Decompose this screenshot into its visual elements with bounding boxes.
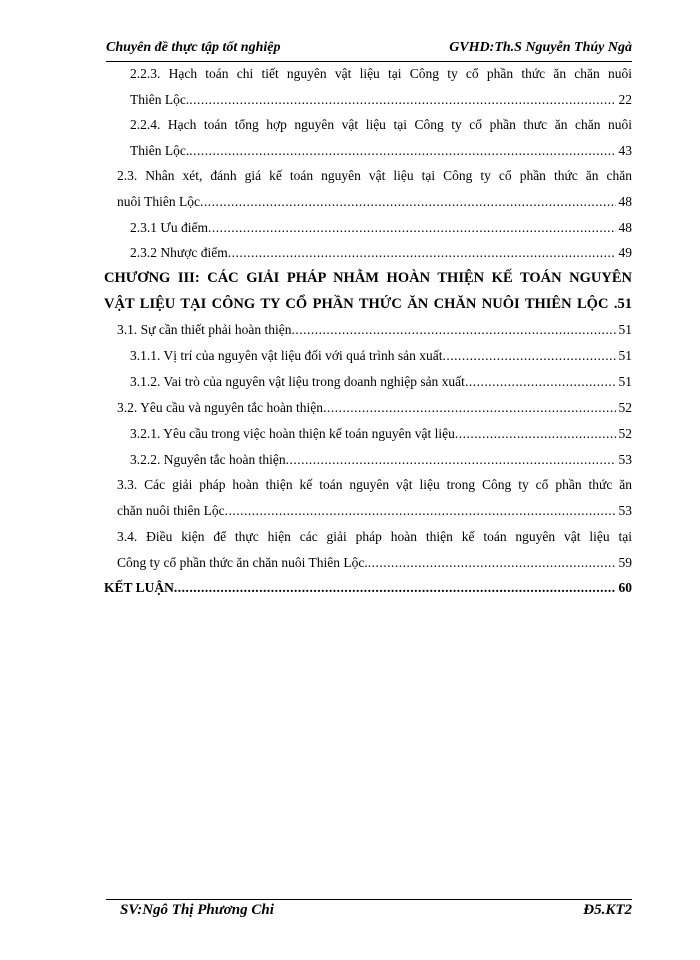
header-title: Chuyên đề thực tập tốt nghiệp xyxy=(106,40,281,55)
dot-leader xyxy=(200,192,616,212)
dot-leader xyxy=(455,424,616,444)
toc-entry-2-3-1 xyxy=(130,218,632,238)
toc-entry-2-2-3-line1: 2.2.3. Hạch toán chi tiết nguyên vật liệu tại Công ty cổ phần thức ăn chăn nuôi xyxy=(130,66,632,81)
toc-entry-text: chăn nuôi thiên Lộc xyxy=(117,503,225,518)
page-footer xyxy=(106,902,632,922)
page-header xyxy=(106,40,632,60)
toc-entry-text: 3.1.2. Vai trò của nguyên vật liệu trong doanh nghiệp sản xuất xyxy=(130,374,465,389)
toc-page-number: 60 xyxy=(618,580,632,595)
toc-entry-text: Thiên Lộc. xyxy=(130,143,190,158)
dot-leader xyxy=(323,398,615,418)
dot-leader xyxy=(225,501,616,521)
toc-entry-2-2-3-line2 xyxy=(130,90,632,110)
dot-leader xyxy=(292,320,616,340)
toc-entry-2-2-4-line2 xyxy=(130,141,632,161)
toc-page-number: 51 xyxy=(618,322,632,337)
toc-entry-2-3-line2 xyxy=(117,192,632,212)
footer-rule xyxy=(106,899,632,900)
toc-entry-text: 2.3.1 Ưu điểm xyxy=(130,220,208,235)
toc-entry-text: 3.1.1. Vị trí của nguyên vật liệu đối với quá trình sản xuất xyxy=(130,348,443,363)
toc-entry-text: 3.1. Sự cần thiết phải hoàn thiện xyxy=(117,322,292,337)
toc-page-number: 53 xyxy=(618,503,632,518)
toc-entry-3-2-1 xyxy=(130,424,632,444)
toc-page-number: 48 xyxy=(618,194,632,209)
footer-student: SV:Ngô Thị Phương Chi xyxy=(120,902,274,918)
toc-page-number: 51 xyxy=(618,374,632,389)
dot-leader xyxy=(442,346,615,366)
toc-page-number: 43 xyxy=(618,143,632,158)
toc-page-number: 51 xyxy=(618,348,632,363)
dot-leader xyxy=(208,218,616,238)
toc-entry-conclusion xyxy=(104,578,632,598)
toc-entry-3-3-line1: 3.3. Các giải pháp hoàn thiện kế toán nguyên vật liệu trong Công ty cổ phần thức ăn xyxy=(117,477,632,492)
toc-page-number: 49 xyxy=(618,245,632,260)
toc-entry-text: 3.2.2. Nguyên tắc hoàn thiện xyxy=(130,452,286,467)
toc-entry-3-1 xyxy=(117,320,632,340)
toc-page-number: 53 xyxy=(618,452,632,467)
toc-entry-text: 3.2.1. Yêu cầu trong việc hoàn thiện kế toán nguyên vật liệu xyxy=(130,426,455,441)
toc-entry-3-1-2 xyxy=(130,372,632,392)
dot-leader xyxy=(286,450,616,470)
header-rule xyxy=(106,61,632,62)
header-advisor: GVHD:Th.S Nguyễn Thúy Ngà xyxy=(449,40,632,55)
dot-leader xyxy=(465,372,616,392)
toc-chapter-3-line2: VẬT LIỆU TẠI CÔNG TY CỔ PHẦN THỨC ĂN CHĂN NUÔI THIÊN LỘC .51 xyxy=(104,296,632,312)
dot-leader xyxy=(189,141,615,161)
toc-entry-text: nuôi Thiên Lộc xyxy=(117,194,200,209)
toc-entry-2-2-4-line1: 2.2.4. Hạch toán tổng hợp nguyên vật liệu tại Công ty cổ phần thưc ăn chăn nuôi xyxy=(130,117,632,132)
toc-entry-text: Thiên Lộc. xyxy=(130,92,190,107)
footer-class: Đ5.KT2 xyxy=(583,902,632,918)
dot-leader xyxy=(174,578,616,598)
toc-entry-text: Công ty cổ phần thức ăn chăn nuôi Thiên Lộc. xyxy=(117,555,368,570)
toc-entry-text: 2.3.2 Nhược điểm xyxy=(130,245,228,260)
toc-entry-3-2 xyxy=(117,398,632,418)
dot-leader xyxy=(228,243,616,263)
toc-entry-3-1-1 xyxy=(130,346,632,366)
toc-page-number: 52 xyxy=(618,426,632,441)
toc-entry-3-3-line2 xyxy=(117,501,632,521)
toc-entry-text: KẾT LUẬN xyxy=(104,580,174,595)
dot-leader xyxy=(189,90,615,110)
toc-chapter-3-line1: CHƯƠNG III: CÁC GIẢI PHÁP NHẰM HOÀN THIỆN KẾ TOÁN NGUYÊN xyxy=(104,270,632,286)
toc-page-number: 52 xyxy=(618,400,632,415)
toc-entry-2-3-2 xyxy=(130,243,632,263)
toc-entry-3-2-2 xyxy=(130,450,632,470)
dot-leader xyxy=(368,553,616,573)
toc-entry-3-4-line1: 3.4. Điều kiện để thực hiện các giải pháp hoàn thiện kế toán nguyên vật liệu tại xyxy=(117,529,632,544)
toc-page-number: 48 xyxy=(618,220,632,235)
toc-entry-2-3-line1: 2.3. Nhân xét, đánh giá kế toán nguyên vật liệu tại Công ty cổ phần thức ăn chăn xyxy=(117,168,632,183)
toc-entry-3-4-line2 xyxy=(117,553,632,573)
toc-entry-text: 3.2. Yêu cầu và nguyên tắc hoàn thiện xyxy=(117,400,324,415)
toc-page-number: 59 xyxy=(618,555,632,570)
toc-page-number: 22 xyxy=(618,92,632,107)
